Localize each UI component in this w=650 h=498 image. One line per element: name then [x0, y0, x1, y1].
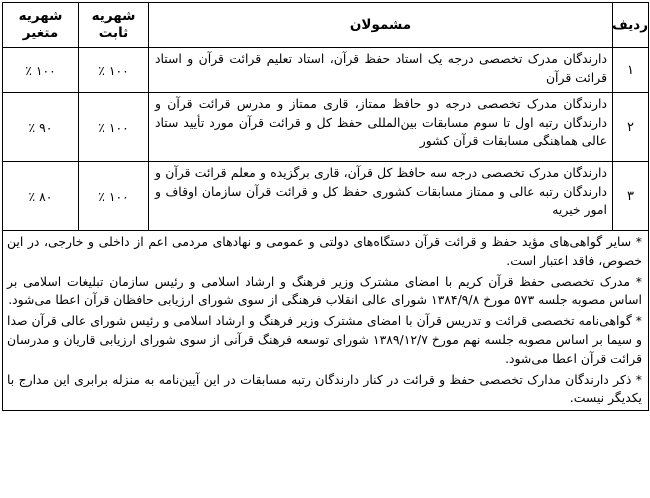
table-row — [3, 93, 649, 162]
fixed-tuition-value: ٪ ۱۰۰ — [79, 162, 149, 231]
header-content: مشمولان — [149, 3, 613, 48]
note-paragraph: * مدرک تخصصی حفظ قرآن کریم با امضای مشترک وزیر فرهنگ و ارشاد اسلامی و رئیس سازمان تبلیغات اسلامی بر اساس مصوبه جلسه ۵۷۳ مورخ ۱۳۸۴/۹/۸ شورای عالی انقلاب فرهنگی از سوی شورای ارزیابی حافظان قرآن اعطا می‌شود. — [7, 273, 642, 308]
eligibility-table — [2, 2, 649, 411]
header-row — [3, 3, 649, 48]
table-row — [3, 162, 649, 231]
variable-tuition-value: ٪ ۹۰ — [3, 93, 79, 162]
header-fixed-tuition: شهریه ثابت — [79, 3, 149, 48]
header-row-number: ردیف — [613, 3, 649, 48]
notes-row — [3, 231, 649, 411]
note-paragraph: * سایر گواهی‌های مؤید حفظ و قرائت قرآن دستگاه‌های دولتی و عمومی و نهادهای مردمی اعم از داخلی و خارجی، در این خصوص، فاقد اعتبار است. — [7, 234, 642, 268]
fixed-tuition-value: ٪ ۱۰۰ — [79, 48, 149, 93]
row-content: دارندگان مدرک تخصصی درجه دو حافظ ممتاز، قاری ممتاز و مدرس قرائت قرآن و دارندگان رتبه اول تا سوم مسابقات بین‌المللی حفظ کل و قرائت قرآن مورد تأیید ستاد عالی هماهنگی مسابقات قرآن کشور — [149, 93, 613, 162]
note-paragraph: * ذکر دارندگان مدارک تخصصی حفظ و قرائت در کنار دارندگان رتبه مسابقات در این آیین‌نامه به منزله برابری این مدارج با یکدیگر نیست. — [7, 371, 642, 406]
row-content: دارندگان مدرک تخصصی درجه سه حافظ کل قرآن، قاری برگزیده و معلم قرائت قرآن و دارندگان رتبه عالی و ممتاز مسابقات کشوری حفظ کل و قرائت قرآن سازمان اوقاف و امور خیریه — [149, 162, 613, 231]
row-content: دارندگان مدرک تخصصی درجه یک استاد حفظ قرآن، استاد تعلیم قرائت قرآن و استاد قرائت قرآن — [149, 48, 613, 93]
variable-tuition-value: ٪ ۱۰۰ — [3, 48, 79, 93]
table-row — [3, 48, 649, 93]
variable-tuition-value: ٪ ۸۰ — [3, 162, 79, 231]
row-number: ۱ — [613, 48, 649, 93]
row-number: ۳ — [613, 162, 649, 231]
notes-cell — [3, 231, 649, 411]
fixed-tuition-value: ٪ ۱۰۰ — [79, 93, 149, 162]
header-variable-tuition: شهریه متغیر — [3, 3, 79, 48]
note-paragraph: * گواهی‌نامه تخصصی قرائت و تدریس قرآن با امضای مشترک وزیر فرهنگ و ارشاد اسلامی و رئیس شورای عالی قرآن صدا و سیما بر اساس مصوبه جلسه نهم مورخ ۱۳۸۹/۱۲/۷ شورای توسعه فرهنگ قرآنی از سوی شورای ارزیابی قاریان و مدرسان قرائت قرآن اعطا می‌شود. — [7, 313, 643, 366]
row-number: ۲ — [613, 93, 649, 162]
